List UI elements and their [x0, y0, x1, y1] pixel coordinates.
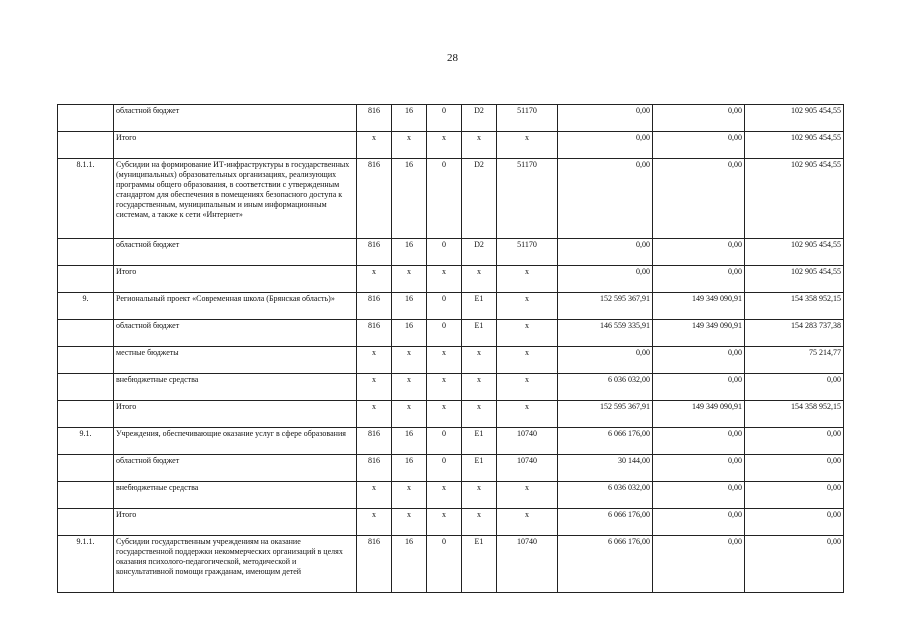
code-program: x: [427, 401, 462, 428]
code-direction: x: [497, 320, 558, 347]
row-name: Итого: [114, 509, 357, 536]
code-program: x: [427, 482, 462, 509]
code-project: x: [462, 266, 497, 293]
code-gv: x: [357, 374, 392, 401]
row-index: [58, 320, 114, 347]
code-section: 16: [392, 536, 427, 593]
code-section: x: [392, 347, 427, 374]
amount-year-3: 75 214,77: [745, 347, 844, 374]
amount-year-2: 0,00: [653, 374, 745, 401]
code-direction: x: [497, 374, 558, 401]
table-row: [58, 159, 844, 239]
code-project: D2: [462, 239, 497, 266]
code-gv: 816: [357, 293, 392, 320]
row-name: областной бюджет: [114, 320, 357, 347]
row-index: [58, 132, 114, 159]
amount-year-1: 6 066 176,00: [558, 509, 653, 536]
row-name: областной бюджет: [114, 239, 357, 266]
row-index: [58, 509, 114, 536]
row-name: Итого: [114, 401, 357, 428]
code-program: x: [427, 347, 462, 374]
code-project: D2: [462, 105, 497, 132]
row-index: [58, 105, 114, 132]
code-gv: 816: [357, 536, 392, 593]
code-program: 0: [427, 293, 462, 320]
amount-year-3: 102 905 454,55: [745, 266, 844, 293]
amount-year-3: 0,00: [745, 536, 844, 593]
code-direction: x: [497, 482, 558, 509]
amount-year-1: 6 036 032,00: [558, 482, 653, 509]
amount-year-3: 0,00: [745, 374, 844, 401]
row-index: 9.1.: [58, 428, 114, 455]
code-project: x: [462, 401, 497, 428]
code-program: 0: [427, 159, 462, 239]
amount-year-2: 0,00: [653, 266, 745, 293]
code-direction: 10740: [497, 536, 558, 593]
row-index: [58, 482, 114, 509]
row-index: [58, 239, 114, 266]
table-row: [58, 536, 844, 593]
amount-year-2: 0,00: [653, 159, 745, 239]
code-program: x: [427, 509, 462, 536]
code-project: E1: [462, 455, 497, 482]
code-project: x: [462, 482, 497, 509]
amount-year-2: 149 349 090,91: [653, 293, 745, 320]
code-program: 0: [427, 239, 462, 266]
code-direction: 10740: [497, 428, 558, 455]
amount-year-3: 154 283 737,38: [745, 320, 844, 347]
code-gv: x: [357, 132, 392, 159]
amount-year-1: 0,00: [558, 239, 653, 266]
code-project: x: [462, 374, 497, 401]
amount-year-3: 154 358 952,15: [745, 401, 844, 428]
row-name: областной бюджет: [114, 455, 357, 482]
table-row: [58, 320, 844, 347]
code-direction: x: [497, 266, 558, 293]
amount-year-1: 0,00: [558, 105, 653, 132]
row-index: [58, 374, 114, 401]
amount-year-1: 6 036 032,00: [558, 374, 653, 401]
code-section: 16: [392, 455, 427, 482]
table-row: [58, 293, 844, 320]
code-section: x: [392, 374, 427, 401]
table-row: [58, 239, 844, 266]
amount-year-1: 0,00: [558, 266, 653, 293]
table-row: [58, 374, 844, 401]
amount-year-3: 0,00: [745, 509, 844, 536]
code-gv: 816: [357, 239, 392, 266]
table-row: [58, 347, 844, 374]
code-gv: 816: [357, 105, 392, 132]
row-index: [58, 455, 114, 482]
amount-year-2: 0,00: [653, 482, 745, 509]
code-program: 0: [427, 105, 462, 132]
amount-year-2: 149 349 090,91: [653, 401, 745, 428]
row-name: местные бюджеты: [114, 347, 357, 374]
amount-year-1: 6 066 176,00: [558, 428, 653, 455]
row-name: Субсидии на формирование ИТ-инфраструктуры в государственных (муниципальных) образовательных организациях, реализующих программы общего образования, в соответствии с утвержденным стандартом для обеспечения в помещениях безопасного доступа к государственным, муниципальным и иным информационным системам, а также к сети «Интернет»: [114, 159, 357, 239]
table-row: [58, 401, 844, 428]
code-program: x: [427, 266, 462, 293]
amount-year-2: 0,00: [653, 509, 745, 536]
code-direction: 51170: [497, 239, 558, 266]
code-program: 0: [427, 320, 462, 347]
row-name: Итого: [114, 266, 357, 293]
row-index: 9.1.1.: [58, 536, 114, 593]
amount-year-1: 6 066 176,00: [558, 536, 653, 593]
amount-year-3: 0,00: [745, 455, 844, 482]
code-direction: x: [497, 401, 558, 428]
amount-year-2: 0,00: [653, 105, 745, 132]
code-gv: 816: [357, 455, 392, 482]
code-section: x: [392, 401, 427, 428]
amount-year-1: 30 144,00: [558, 455, 653, 482]
code-program: 0: [427, 536, 462, 593]
amount-year-2: 0,00: [653, 536, 745, 593]
amount-year-1: 0,00: [558, 159, 653, 239]
amount-year-1: 152 595 367,91: [558, 401, 653, 428]
code-section: 16: [392, 239, 427, 266]
row-name: внебюджетные средства: [114, 482, 357, 509]
code-program: 0: [427, 428, 462, 455]
code-project: E1: [462, 320, 497, 347]
amount-year-1: 152 595 367,91: [558, 293, 653, 320]
code-direction: 10740: [497, 455, 558, 482]
amount-year-3: 102 905 454,55: [745, 159, 844, 239]
code-section: x: [392, 509, 427, 536]
code-gv: x: [357, 347, 392, 374]
row-name: Субсидии государственным учреждениям на оказание государственной поддержки некоммерческих организаций в целях оказания психолого-педагогической, методической и консультативной помощи гражданам, имеющим детей: [114, 536, 357, 593]
amount-year-3: 154 358 952,15: [745, 293, 844, 320]
code-direction: x: [497, 293, 558, 320]
amount-year-2: 0,00: [653, 132, 745, 159]
code-project: D2: [462, 159, 497, 239]
code-program: 0: [427, 455, 462, 482]
row-name: областной бюджет: [114, 105, 357, 132]
code-gv: 816: [357, 159, 392, 239]
page-number: 28: [447, 52, 458, 64]
code-program: x: [427, 374, 462, 401]
row-name: внебюджетные средства: [114, 374, 357, 401]
code-section: 16: [392, 293, 427, 320]
table-row: [58, 266, 844, 293]
code-project: E1: [462, 428, 497, 455]
amount-year-1: 146 559 335,91: [558, 320, 653, 347]
amount-year-2: 0,00: [653, 428, 745, 455]
row-index: [58, 266, 114, 293]
code-program: x: [427, 132, 462, 159]
code-direction: x: [497, 347, 558, 374]
table-row: [58, 482, 844, 509]
table-body: [58, 105, 844, 593]
code-gv: 816: [357, 428, 392, 455]
code-gv: x: [357, 401, 392, 428]
code-project: E1: [462, 293, 497, 320]
code-direction: x: [497, 509, 558, 536]
row-index: 9.: [58, 293, 114, 320]
code-section: 16: [392, 105, 427, 132]
amount-year-3: 102 905 454,55: [745, 132, 844, 159]
code-section: x: [392, 132, 427, 159]
code-direction: x: [497, 132, 558, 159]
code-gv: x: [357, 482, 392, 509]
amount-year-3: 0,00: [745, 482, 844, 509]
amount-year-1: 0,00: [558, 132, 653, 159]
row-index: [58, 401, 114, 428]
row-name: Итого: [114, 132, 357, 159]
row-index: 8.1.1.: [58, 159, 114, 239]
code-direction: 51170: [497, 159, 558, 239]
code-direction: 51170: [497, 105, 558, 132]
amount-year-2: 0,00: [653, 347, 745, 374]
amount-year-3: 102 905 454,55: [745, 105, 844, 132]
amount-year-3: 102 905 454,55: [745, 239, 844, 266]
amount-year-2: 0,00: [653, 455, 745, 482]
budget-table: [57, 104, 844, 593]
code-section: 16: [392, 428, 427, 455]
table-row: [58, 428, 844, 455]
code-project: x: [462, 347, 497, 374]
row-name: Региональный проект «Современная школа (Брянская область)»: [114, 293, 357, 320]
code-gv: x: [357, 266, 392, 293]
code-section: 16: [392, 320, 427, 347]
table-row: [58, 455, 844, 482]
table-row: [58, 105, 844, 132]
row-index: [58, 347, 114, 374]
code-section: 16: [392, 159, 427, 239]
code-project: E1: [462, 536, 497, 593]
amount-year-3: 0,00: [745, 428, 844, 455]
code-project: x: [462, 132, 497, 159]
code-section: x: [392, 482, 427, 509]
amount-year-1: 0,00: [558, 347, 653, 374]
code-project: x: [462, 509, 497, 536]
amount-year-2: 0,00: [653, 239, 745, 266]
code-section: x: [392, 266, 427, 293]
amount-year-2: 149 349 090,91: [653, 320, 745, 347]
code-gv: 816: [357, 320, 392, 347]
table-row: [58, 509, 844, 536]
table-row: [58, 132, 844, 159]
row-name: Учреждения, обеспечивающие оказание услуг в сфере образования: [114, 428, 357, 455]
code-gv: x: [357, 509, 392, 536]
